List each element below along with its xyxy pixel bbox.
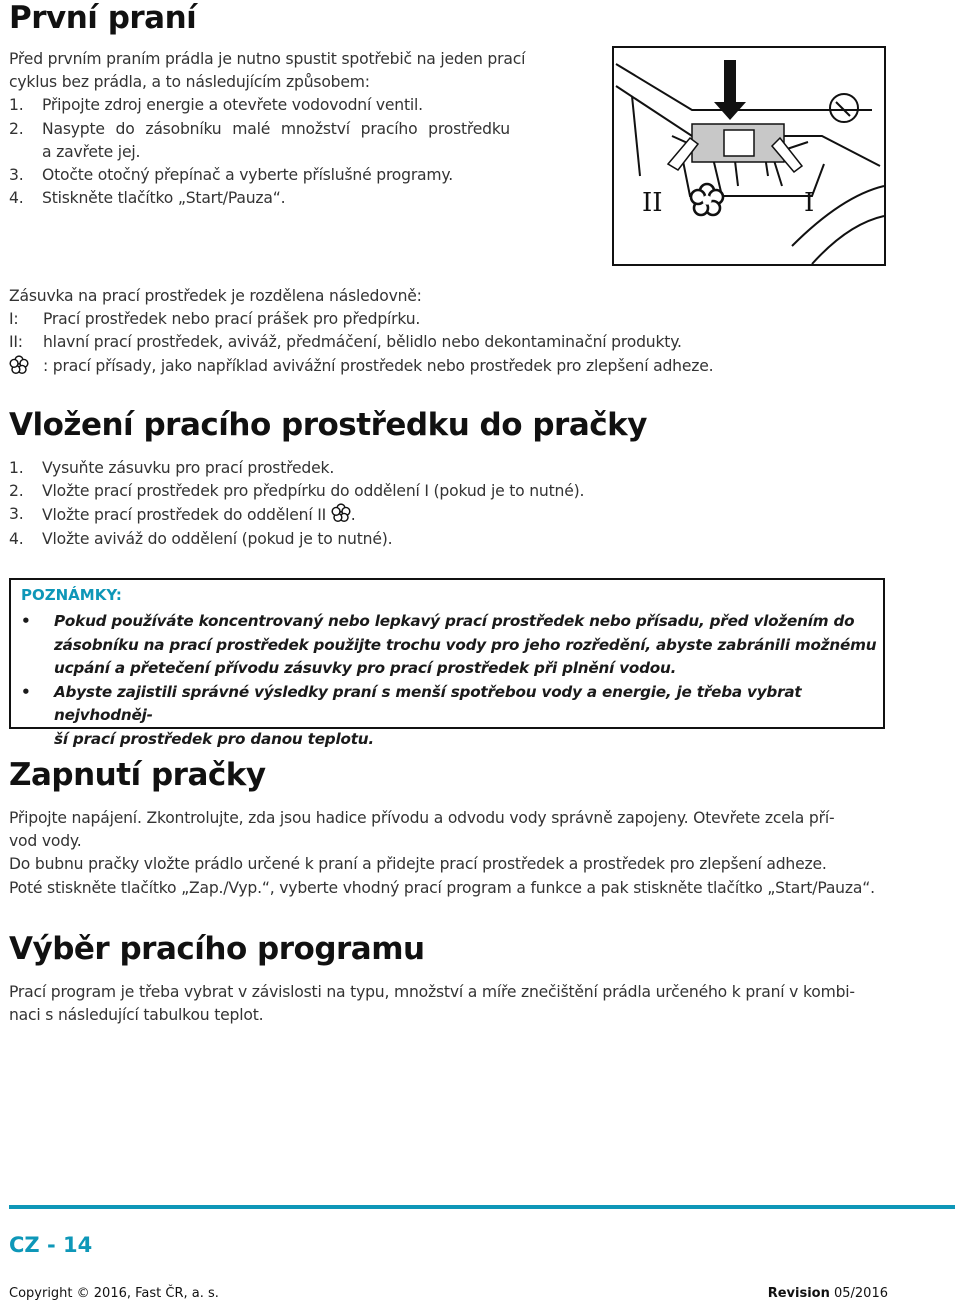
note-line: ucpání a přetečení přívodu zásuvky pro prací prostředek při plnění vodou. — [54, 659, 677, 678]
revision-label: Revision — [767, 1286, 830, 1301]
compartment-text: Prací prostředek nebo prací prášek pro předpírku. — [43, 310, 421, 329]
drawer-description — [9, 285, 909, 379]
list-item — [9, 308, 909, 331]
first-wash-text — [9, 48, 599, 210]
drawer-intro: Zásuvka na prací prostředek je rozdělena následovně: — [9, 287, 422, 305]
intro-line: cyklus bez prádla, a to následujícím způsobem: — [9, 73, 370, 92]
compartment-text: hlavní prací prostředek, aviváž, předmáčení, bělidlo nebo dekontaminační produkty. — [43, 333, 682, 352]
insert-steps — [9, 457, 909, 551]
page-number: CZ - 14 — [9, 1233, 93, 1257]
step-number: 3. — [9, 166, 24, 185]
compartment-label-I: I — [804, 188, 815, 218]
intro-line: Před prvním praním prádla je nutno spustit spotřebič na jeden prací — [9, 50, 526, 68]
note-line: ší prací prostředek pro danou teplotu. — [54, 729, 374, 748]
notes-list — [21, 610, 881, 752]
list-item — [9, 457, 909, 480]
list-item — [9, 164, 599, 187]
list-item — [9, 187, 599, 210]
step-text: Vložte prací prostředek pro předpírku do oddělení I (pokud je to nutné). — [42, 482, 585, 501]
bullet: • — [21, 682, 31, 701]
step-number: 4. — [9, 189, 24, 208]
paragraph-line: Prací program je třeba vybrat v závislosti na typu, množství a míře znečištění prádla určeného k praní v kombi- — [9, 983, 855, 1001]
revision — [768, 1286, 888, 1301]
step-text: Stiskněte tlačítko „Start/Pauza“. — [42, 189, 286, 208]
step-text: Vložte prací prostředek do oddělení II — [42, 506, 327, 525]
step-suffix: . — [350, 506, 356, 525]
note-line: zásobníku na prací prostředek použijte trochu vody pro jeho rozředění, abyste zabránili možnému — [54, 635, 877, 654]
compartment-text: : prací přísady, jako například avivážní prostředek nebo prostředek pro zlepšení adheze. — [43, 356, 714, 375]
compartment-label: II: — [9, 333, 23, 352]
list-item — [9, 331, 909, 354]
step-text: Vložte aviváž do oddělení (pokud je to nutné). — [42, 529, 393, 548]
notes-title: POZNÁMKY: — [21, 586, 122, 604]
copyright: Copyright © 2016, Fast ČR, a. s. — [9, 1286, 219, 1301]
note-line: Abyste zajistili správné výsledky praní s menší spotřebou vody a energie, je třeba vybrat nejvhodněj- — [54, 682, 802, 725]
paragraph-line: naci s následující tabulkou teplot. — [9, 1006, 264, 1025]
list-item — [9, 355, 909, 379]
step-text: Otočte otočný přepínač a vyberte příslušné programy. — [42, 166, 453, 185]
paragraph-line: Poté stiskněte tlačítko „Zap./Vyp.“, vyberte vhodný prací program a funkce a pak stiskněte tlačítko „Start/Pauza“. — [9, 878, 875, 897]
list-item — [9, 141, 599, 164]
section-title-power-on: Zapnutí pračky — [9, 757, 266, 793]
step-number: 1. — [9, 459, 24, 477]
bullet: • — [21, 612, 31, 630]
paragraph-line: vod vody. — [9, 832, 82, 851]
step-text: Připojte zdroj energie a otevřete vodovodní ventil. — [42, 96, 423, 115]
step-text: a zavřete jej. — [42, 142, 141, 161]
program-text — [9, 981, 909, 1027]
section-title-program: Výběr pracího programu — [9, 931, 425, 967]
compartment-label: I: — [9, 310, 19, 329]
section-title-first-wash: První praní — [9, 0, 197, 36]
note-item — [21, 681, 881, 752]
revision-value: 05/2016 — [833, 1286, 888, 1301]
flower-icon — [9, 355, 29, 375]
notes-box — [9, 578, 885, 748]
compartment-label — [9, 355, 43, 379]
note-line: Pokud používáte koncentrovaný nebo lepkavý prací prostředek nebo přísadu, před vložením do — [54, 612, 855, 630]
step-number — [9, 141, 42, 164]
paragraph-line: Připojte napájení. Zkontrolujte, zda jsou hadice přívodu a odvodu vody správně zapojeny. Otevřete zcela pří- — [9, 809, 835, 827]
section-title-insert: Vložení pracího prostředku do pračky — [9, 407, 647, 443]
list-item — [9, 480, 909, 503]
list-item — [9, 118, 599, 141]
paragraph-line: Do bubnu pračky vložte prádlo určené k praní a přidejte prací prostředek a prostředek pro zlepšení adheze. — [9, 855, 827, 874]
step-number: 1. — [9, 96, 24, 115]
note-item — [21, 610, 881, 681]
list-item — [9, 503, 909, 527]
step-number: 4. — [9, 529, 24, 548]
step-number: 2. — [9, 119, 24, 138]
step-number: 3. — [9, 505, 24, 524]
step-text: Vysuňte zásuvku pro prací prostředek. — [42, 459, 335, 477]
step-text: Nasypte do zásobníku malé množství pracího prostředku — [42, 119, 510, 138]
compartment-label-II: II — [642, 188, 663, 218]
step-number: 2. — [9, 482, 24, 501]
power-on-text — [9, 807, 909, 900]
detergent-drawer-illustration — [612, 46, 886, 266]
list-item — [9, 528, 909, 551]
list-item — [9, 94, 599, 117]
step-text-wrap — [42, 503, 356, 527]
flower-icon — [331, 503, 351, 523]
footer-divider — [9, 1205, 955, 1209]
